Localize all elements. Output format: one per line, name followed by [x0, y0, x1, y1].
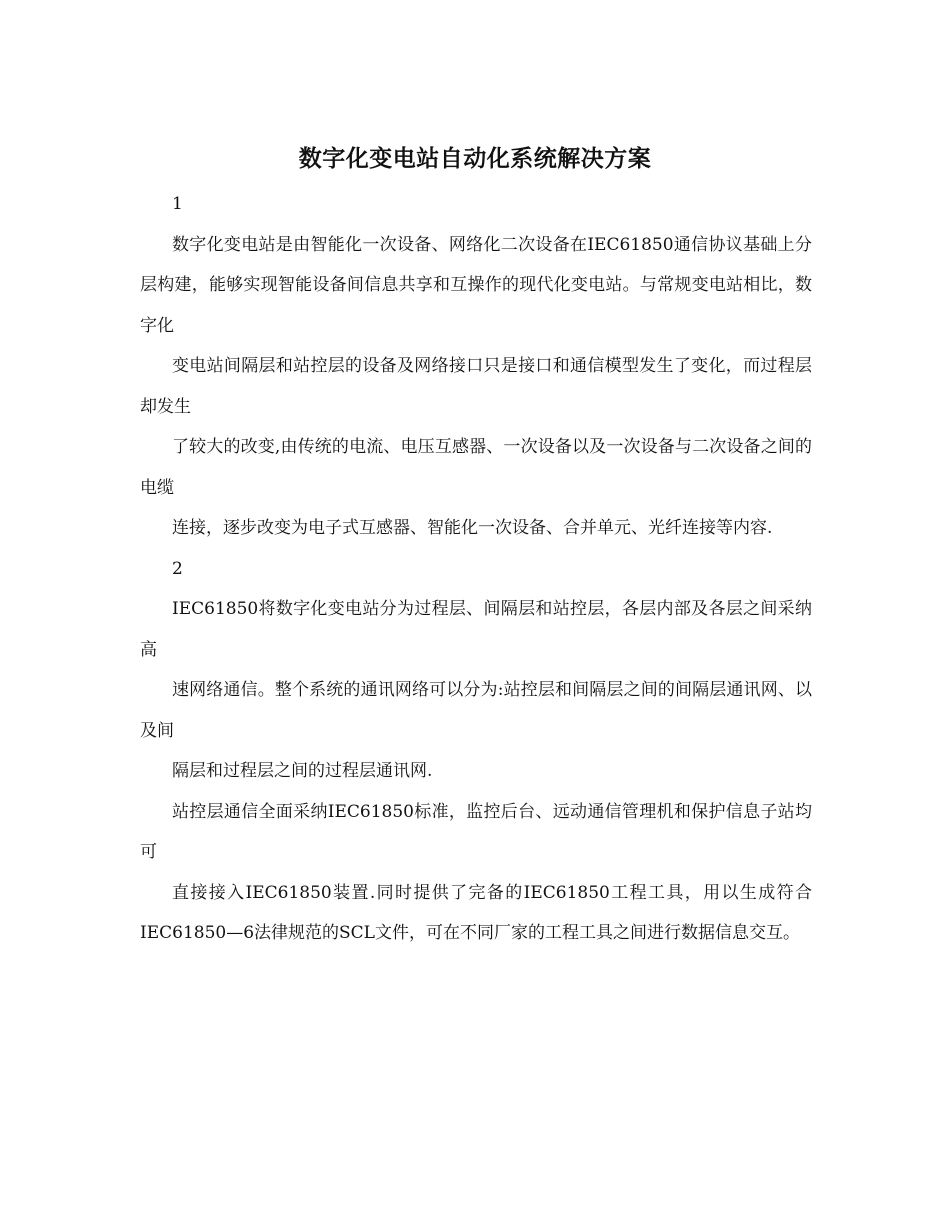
paragraph: 变电站间隔层和站控层的设备及网络接口只是接口和通信模型发生了变化，而过程层却发生 — [140, 356, 812, 417]
document-title: 数字化变电站自动化系统解决方案 — [298, 145, 652, 172]
paragraph: 站控层通信全面采纳IEC61850标准，监控后台、远动通信管理机和保护信息子站均可 — [140, 801, 812, 862]
section-number: 1 — [172, 194, 183, 214]
paragraph: IEC61850将数字化变电站分为过程层、间隔层和站控层，各层内部及各层之间采纳高 — [140, 599, 812, 660]
document-body — [140, 184, 812, 954]
paragraph: 隔层和过程层之间的过程层通讯网. — [172, 761, 433, 781]
section-number: 2 — [172, 558, 183, 579]
paragraph: 速网络通信。整个系统的通讯网络可以分为:站控层和间隔层之间的间隔层通讯网、以及间 — [140, 680, 812, 741]
paragraph: 连接，逐步改变为电子式互感器、智能化一次设备、合并单元、光纤连接等内容. — [172, 518, 773, 538]
paragraph: 直接接入IEC61850装置.同时提供了完备的IEC61850工程工具，用以生成符合IEC61850—6法律规范的SCL文件，可在不同厂家的工程工具之间进行数据信息交互。 — [140, 882, 812, 943]
paragraph: 了较大的改变,由传统的电流、电压互感器、一次设备以及一次设备与二次设备之间的电缆 — [140, 437, 812, 498]
paragraph: 数字化变电站是由智能化一次设备、网络化二次设备在IEC61850通信协议基础上分层构建，能够实现智能设备间信息共享和互操作的现代化变电站。与常规变电站相比，数字化 — [140, 234, 812, 336]
